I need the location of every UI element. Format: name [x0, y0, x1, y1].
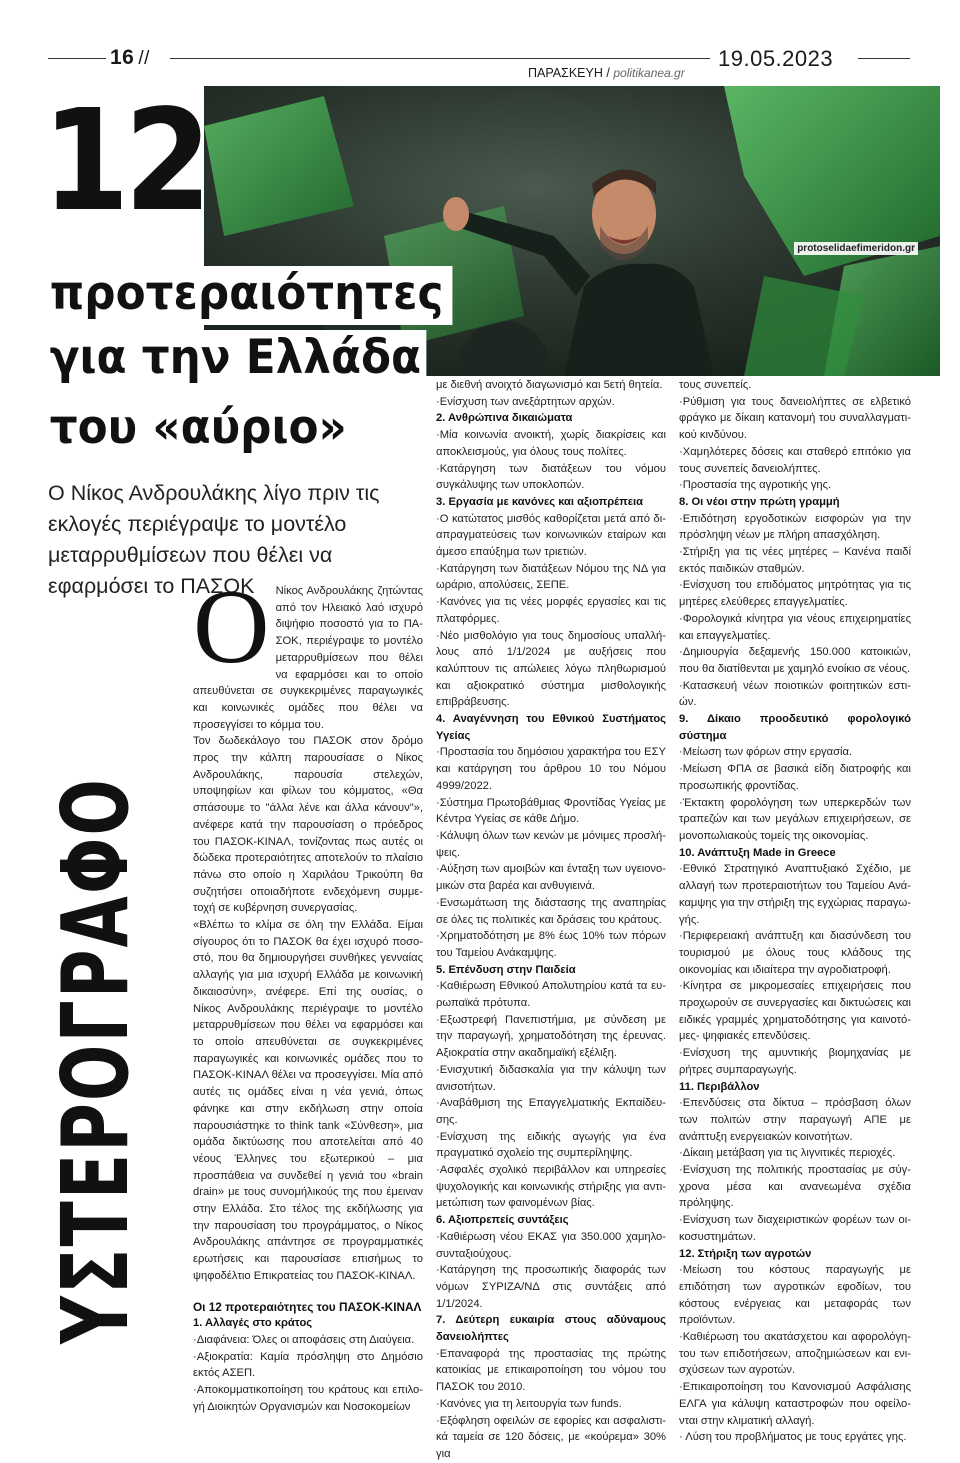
priority-heading: 11. Περιβάλλον — [679, 1080, 760, 1093]
section-kicker: ΥΣΤΕΡΟΓΡΑΦΟ — [42, 777, 149, 1344]
article-column-2 — [436, 377, 666, 1463]
priority-item: ·Κατάργηση των διατάξεων Νόμου της ΝΔ για ωράριο, απολύσεις, ΣΕΠΕ. — [436, 562, 666, 592]
header-rule-right — [858, 58, 910, 59]
headline-line-3: του «αύριο» — [46, 400, 352, 457]
priority-item: ·Καθιέρωση νέου ΕΚΑΣ για 350.000 χαμηλοσυνταξιούχους. — [436, 1230, 666, 1260]
priority-heading: 12. Στήριξη των αγροτών — [679, 1247, 812, 1260]
priority-item: ·Διαφάνεια: Όλες οι αποφάσεις στη Διαύγεια. — [193, 1333, 415, 1346]
header-rule-left — [48, 58, 106, 59]
header-site: politikanea.gr — [613, 66, 685, 80]
priority-heading: 2. Ανθρώπινα δικαιώματα — [436, 412, 573, 425]
priority-item: ·Κανόνες για τη λειτουργία των funds. — [436, 1397, 622, 1410]
priority-item: ·Αναβάθμιση της Επαγγελματικής Εκπαίδευσης. — [436, 1097, 666, 1126]
priority-item: ·Σύστημα Πρωτοβάθμιας Φροντίδας Υγείας με Κέντρα Υγείας σε κάθε Δήμο. — [436, 796, 666, 826]
priority-item: ·Μείωση των φόρων στην εργασία. — [679, 746, 853, 759]
priority-item: ·Κατάργηση της προσωπικής διαφοράς των νόμων ΣΥΡΙΖΑ/ΝΔ στις συντάξεις από 1/1/2024. — [436, 1264, 666, 1310]
priority-item: ·Εθνικό Στρατηγικό Αναπτυξιακό Σχέδιο, με αλλαγή των προτεραιοτήτων του Ταμείου Ανάκαμψης για την στήριξη της εγχώριας παραγωγής. — [679, 863, 911, 926]
priority-item: ·Εξόφληση οφειλών σε εφορίες και ασφαλιστικά ταμεία σε 120 δόσεις, με «κούρεμα» 30% για — [436, 1414, 666, 1460]
priority-item: ·Ασφαλές σχολικό περιβάλλον και υπηρεσίες ψυχολογικής και κοινωνικής στήριξης για αντιμετώπιση των φαινομένων βίας. — [436, 1164, 666, 1210]
priority-item: ·Μείωση του κόστους παραγωγής με επιδότηση των αγροτικών εφοδίων, του κόστους ενέργειας και μεταφοράς των προϊόντων. — [679, 1264, 911, 1327]
priority-item: ·Ενίσχυση των ανεξάρτητων αρχών. — [436, 395, 615, 408]
priority-item: · Λύση του προβλήματος με τους εργάτες γης. — [679, 1431, 907, 1444]
priorities-list-part-1 — [193, 1315, 423, 1415]
priority-item: ·Αξιοκρατία: Καμία πρόσληψη στο Δημόσιο εκτός ΑΣΕΠ. — [193, 1350, 423, 1380]
priorities-list-part-3 — [679, 377, 911, 1446]
headline-line-2: για την Ελλάδα — [46, 330, 427, 389]
article-paragraph-2: Τον δωδεκάλογο του ΠΑΣΟΚ στον δρόμο προς την κάλπη παρουσίασε ο Νίκος Ανδρουλάκης, παρουσία στελεχών, υποψηφίων και φίλων του κόμματος, «Θα σπάσουμε το "άλλα λένε και άλλα κάνουν"», ανέφερε κατά την παρουσίαση ο πρόεδρος του ΠΑΣΟΚ-ΚΙΝΑΛ, τονίζοντας πως αυτές οι δώδεκα προτεραιότητες αποτελούν το πλαίσιο πάνω στο οποίο η Χαριλάου Τρικούπη θα συζητήσει οποιαδήποτε ενδεχόμενη συμμετοχή σε κυβέρνηση συνεργασίας. — [193, 735, 423, 915]
priority-item: ·Κατασκευή νέων ποιοτικών φοιτητικών εστιών. — [679, 679, 911, 709]
priority-item: ·Επενδύσεις στα δίκτυα – πρόσβαση όλων των πολιτών στην παραγωγή ΑΠΕ με ανάπτυξη ενεργειακών κοινοτήτων. — [679, 1097, 911, 1143]
priority-item: ·Στήριξη για τις νέες μητέρες – Κανένα παιδί εκτός παιδικών σταθμών. — [679, 546, 911, 575]
photo-credit: protoselidaefimeridon.gr — [794, 242, 918, 255]
priority-item: ·Επαναφορά της προστασίας της πρώτης κατοικίας με επικαιροποίηση του νόμου του ΠΑΣΟΚ του 2010. — [436, 1347, 666, 1394]
priority-item: ·Ενίσχυση του επιδόματος μητρότητας για τις μητέρες ελεύθερες επαγγελματίες. — [679, 579, 911, 609]
header-date: 19.05.2023 — [718, 46, 834, 71]
priority-item: ·Δίκαιη μετάβαση για τις λιγνιτικές περιοχές. — [679, 1147, 896, 1160]
priority-item: ·Ενίσχυση της αμυντικής βιομηχανίας με ρήτρες συμπαραγωγής. — [679, 1047, 911, 1076]
priority-item: ·Ενίσχυση της πολιτικής προστασίας με σύγχρονα μέσα και ανανεωμένα σχέδια πρόληψης. — [679, 1164, 911, 1210]
header-day: ΠΑΡΑΣΚΕΥΗ — [528, 66, 603, 80]
priority-heading: 9. Δίκαιο προοδευτικό φορολογικό σύστημα — [679, 713, 911, 742]
page-number-separator: // — [138, 48, 150, 69]
priority-item: ·Ενισχυτική διδασκαλία για την κάλυψη των ανισοτήτων. — [436, 1063, 666, 1093]
priority-item: ·Κατάργηση των διατάξεων του νόμου συγκάλυψης των υποκλοπών. — [436, 462, 666, 492]
article-column-3 — [679, 377, 911, 1446]
priority-heading: 8. Οι νέοι στην πρώτη γραμμή — [679, 495, 840, 508]
priority-item: ·Καθιέρωση του ακατάσχετου και αφορολόγητου των επιδοτήσεων, αποζημιώσεων και ενισχύσεων των αγροτών. — [679, 1331, 911, 1377]
headline-number: 12 — [42, 80, 207, 243]
priority-heading: 1. Αλλαγές στο κράτος — [193, 1317, 313, 1330]
priority-item: ·Ο κατώτατος μισθός καθορίζεται μετά από διαπραγματεύσεις των κοινωνικών εταίρων και άμεσο επαύξημα των τριετιών. — [436, 512, 666, 559]
priorities-list-part-2 — [436, 377, 666, 1463]
priority-item: ·Προστασία του δημόσιου χαρακτήρα του ΕΣΥ και κατάργηση του άρθρου 10 του Νόμου 4999/2022. — [436, 746, 666, 792]
article-intro-text: Νίκος Ανδρουλάκης ζητώντας από τον Ηλειακό λαό ισχυρό διψήφιο ποσοστό για το ΠΑΣΟΚ, περιέγραψε το μοντέλο μεταρρυθμίσεων που θέλει να εφαρμόσει και το οποίο απευθύνεται σε συγκεκριμένες παραγωγικές και κοινωνικές ομάδες που θέλει να προσεγγίσει το κόμμα του. — [193, 585, 423, 731]
priority-item: ·Χαμηλότερες δόσεις και σταθερό επιτόκιο για τους συνεπείς δανειολήπτες. — [679, 445, 911, 475]
priority-heading: 7. Δεύτερη ευκαιρία στους αδύναμους δανειολήπτες — [436, 1314, 666, 1344]
priority-item: ·Μία κοινωνία ανοικτή, χωρίς διακρίσεις και αποκλεισμούς, για όλους τους πολίτες. — [436, 429, 666, 458]
article-paragraph-3: «Βλέπω το κλίμα σε όλη την Ελλάδα. Είμαι σίγουρος ότι το ΠΑΣΟΚ θα έχει ισχυρό ποσοστό, που θα δημιουργήσει συνθήκες γενναίας αλλαγής για μια ισχυρή Ελλάδα με κοινωνική δικαιοσύνη», ανέφερε. Επί της ουσίας, ο Νίκος Ανδρουλάκης περιέγραψε το μοντέλο μεταρρυθμίσεων που θέλει να εφαρμόσει και το οποίο απευθύνεται σε συγκεκριμένες παραγωγικές και κοινωνικές ομάδες που το ΠΑΣΟΚ-ΚΙΝΑΛ θέλει να προσεγγίσει. Μία από αυτές τις ομάδες είναι η νέα γενιά, όπως φάνηκε και στην εκδήλωση στην οποία παρουσιάστηκε το think tank «Σύνθεση», μια ομάδα δικτύωσης που αποτελείται από 40 νέους Έλληνες του εξωτερικού – μια προσπάθεια να συνδεθεί η γενιά του «brain drain» με τους συνομήλικούς της που έμειναν στην Ελλάδα. Στο τέλος της εκδήλωσης για την παρουσίαση του προγράμματος, ο Νίκος Ανδρουλάκης απάντησε σε προγραμματικές ερωτήσεις και παρουσίασε επισήμως το ψηφοδέλτιο Επικρατείας του ΠΑΣΟΚ-ΚΙΝΑΛ. — [193, 919, 423, 1282]
priority-item: ·Αποκομματικοποίηση του κράτους και επιλογή Διοικητών Οργανισμών και Νοσοκομείων — [193, 1384, 423, 1413]
priority-item: ·Ρύθμιση για τους δανειολήπτες σε ελβετικό φράγκο με δίκαιη κατανομή του συναλλαγματικού κινδύνου. — [679, 395, 911, 442]
priority-item: ·Φορολογικά κίνητρα για νέους επιχειρηματίες και επαγγελματίες. — [679, 612, 911, 642]
priority-item: τους συνεπείς. — [679, 379, 752, 391]
priority-item: ·Ενίσχυση των διαχειριστικών φορέων των οικοσυστημάτων. — [679, 1214, 911, 1243]
drop-cap: Ο — [193, 568, 270, 685]
priority-item: ·Δημιουργία δεξαμενής 150.000 κατοικιών, που θα διατίθενται με χαμηλό ενοίκιο σε νέους. — [679, 646, 911, 675]
priority-item: ·Έκτακτη φορολόγηση των υπερκερδών των τραπεζών και των μεγάλων επιχειρήσεων, σε μονοπωλιακούς τομείς της οικονομίας. — [679, 796, 911, 842]
priority-item: ·Αύξηση των αμοιβών και ένταξη των υγειονομικών στα βαρέα και ανθυγιεινά. — [436, 863, 666, 893]
header-rule-middle — [170, 58, 710, 59]
priority-item: ·Επικαιροποίηση του Κανονισμού Ασφάλισης ΕΛΓΑ για κάλυψη καταστροφών που οφείλονται στην κλιματική αλλαγή. — [679, 1381, 911, 1427]
priority-item: ·Κάλυψη όλων των κενών με μόνιμες προσλήψεις. — [436, 829, 666, 859]
priority-item: ·Ενσωμάτωση της διάστασης της αναπηρίας σε όλες τις πολιτικές και δράσεις του κράτους. — [436, 896, 666, 926]
priority-item: ·Επιδότηση εργοδοτικών εισφορών για την πρόσληψη νέων με πλήρη απασχόληση. — [679, 512, 911, 542]
priority-item: ·Χρηματοδότηση με 8% έως 10% των πόρων του Ταμείου Ανάκαμψης. — [436, 930, 666, 959]
header-dayline — [528, 66, 685, 80]
priority-item: ·Κανόνες για τις νέες μορφές εργασίες και τις πλατφόρμες. — [436, 596, 666, 625]
priority-item: ·Προστασία της αγροτικής γης. — [679, 479, 832, 492]
article-column-1 — [193, 568, 423, 1415]
priority-item: ·Περιφερειακή ανάπτυξη και διασύνδεση του τουρισμού με όλους τους κλάδους της οικονομίας και ιδιαίτερα την αγροδιατροφή. — [679, 930, 911, 976]
priority-heading: 6. Αξιοπρεπείς συντάξεις — [436, 1214, 569, 1227]
priority-item: ·Κίνητρα σε μικρομεσαίες επιχειρήσεις που προχωρούν σε συνεργασίες και δικτυώσεις και ειδικές γραμμές χρηματοδότησης για καινοτόμες- ψηφιακές επενδύσεις. — [679, 980, 911, 1043]
headline-line-1: προτεραιότητες — [46, 266, 453, 325]
priority-item: ·Μείωση ΦΠΑ σε βασικά είδη διατροφής και προσωπικής φροντίδας. — [679, 763, 911, 792]
priority-item: με διεθνή ανοιχτό διαγωνισμό και 5ετή θητεία. — [436, 379, 663, 391]
priority-item: ·Εξωστρεφή Πανεπιστήμια, με σύνδεση με την παραγωγή, χρηματοδότηση της έρευνας. Αξιοκρατία στην ακαδημαϊκή εξέλιξη. — [436, 1013, 666, 1060]
header-day-separator: / — [606, 66, 610, 80]
deck-subtitle: Ο Νίκος Ανδρουλάκης λίγο πριν τις εκλογές περιέγραψε το μοντέλο μεταρρυθμίσεων που θέλει να εφαρμόσει το ΠΑΣΟΚ — [48, 481, 380, 598]
priority-item: ·Καθιέρωση Εθνικού Απολυτηρίου κατά τα ευρωπαϊκά πρότυπα. — [436, 980, 666, 1010]
priority-heading: 4. Αναγέννηση του Εθνικού Συστήματος Υγείας — [436, 713, 666, 742]
priority-item: ·Νέο μισθολόγιο για τους δημοσίους υπαλλήλους από 1/1/2024 με αυξήσεις που καλύπτουν τις απώλειες λόγω πληθωρισμού και αξιοκρατικό σύστημα μισθολογικής επιβράβευσης. — [436, 629, 666, 709]
priority-item: ·Ενίσχυση της ειδικής αγωγής για ένα πραγματικό σχολείο της συμπερίληψης. — [436, 1130, 666, 1160]
article-intro — [193, 568, 423, 733]
priority-heading: 3. Εργασία με κανόνες και αξιοπρέπεια — [436, 495, 644, 508]
page-number: 16 // — [110, 46, 150, 69]
priorities-list-title: Οι 12 προτεραιότητες του ΠΑΣΟΚ-ΚΙΝΑΛ — [193, 1299, 422, 1314]
priority-heading: 5. Επένδυση στην Παιδεία — [436, 963, 576, 976]
priority-heading: 10. Ανάπτυξη Made in Greece — [679, 846, 836, 859]
